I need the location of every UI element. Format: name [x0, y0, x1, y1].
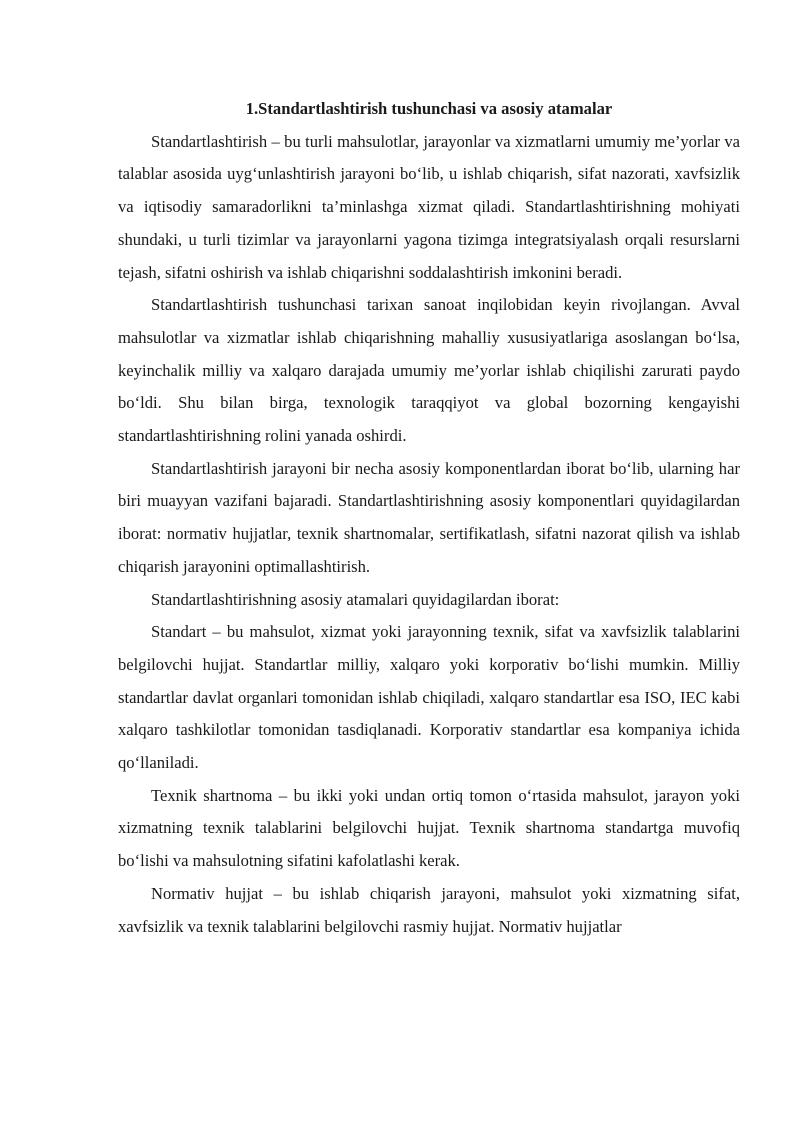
paragraph-components: Standartlashtirish jarayoni bir necha asosiy komponentlardan iborat bo‘lib, ularning har biri muayyan vazifani bajaradi. Standartlashtirishning asosiy komponentlari quyidagilardan iborat: normativ hujjatlar, texnik shartnomalar, sertifikatlash, sifatni nazorat qilish va ishlab chiqarish jarayonini optimallashtirish. [118, 458, 740, 576]
document-body [118, 93, 740, 943]
paragraph-definition: Standartlashtirish – bu turli mahsulotlar, jarayonlar va xizmatlarni umumiy me’yorlar va talablar asosida uyg‘unlashtirish jarayoni bo‘lib, u ishlab chiqarish, sifat nazorati, xavfsizlik va iqtisodiy samaradorlikni ta’minlashga xizmat qiladi. Standartlashtirishning mohiyati shundaki, u turli tizimlar va jarayonlarni yagona tizimga integratsiyalash orqali resurslarni tejash, sifatni oshirish va ishlab chiqarishni soddalashtirish imkonini beradi. [118, 131, 740, 282]
paragraph-technical-agreement: Texnik shartnoma – bu ikki yoki undan ortiq tomon o‘rtasida mahsulot, jarayon yoki xizmatning texnik talablarini belgilovchi hujjat. Texnik shartnoma standartga muvofiq bo‘lishi va mahsulotning sifatini kafolatlashi kerak. [118, 785, 740, 871]
paragraph-history: Standartlashtirish tushunchasi tarixan sanoat inqilobidan keyin rivojlangan. Avval mahsulotlar va xizmatlar ishlab chiqarishning mahalliy xususiyatlariga asoslangan bo‘lsa, keyinchalik milliy va xalqaro darajada umumiy me’yorlar ishlab chiqilishi zarurati paydo bo‘ldi. Shu bilan birga, texnologik taraqqiyot va global bozorning kengayishi standartlashtirishning rolini yanada oshirdi. [118, 295, 740, 446]
section-title: 1.Standartlashtirish tushunchasi va asosiy atamalar [245, 99, 613, 118]
paragraph-normative-document: Normativ hujjat – bu ishlab chiqarish jarayoni, mahsulot yoki xizmatning sifat, xavfsizlik va texnik talablarini belgilovchi rasmiy hujjat. Normativ hujjatlar [118, 883, 740, 936]
paragraph-terms-intro: Standartlashtirishning asosiy atamalari quyidagilardan iborat: [151, 589, 560, 609]
paragraph-standard: Standart – bu mahsulot, xizmat yoki jarayonning texnik, sifat va xavfsizlik talablarini belgilovchi hujjat. Standartlar milliy, xalqaro yoki korporativ bo‘lishi mumkin. Milliy standartlar davlat organlari tomonidan ishlab chiqiladi, xalqaro standartlar esa ISO, IEC kabi xalqaro tashkilotlar tomonidan tasdiqlanadi. Korporativ standartlar esa kompaniya ichida qo‘llaniladi. [118, 622, 740, 773]
